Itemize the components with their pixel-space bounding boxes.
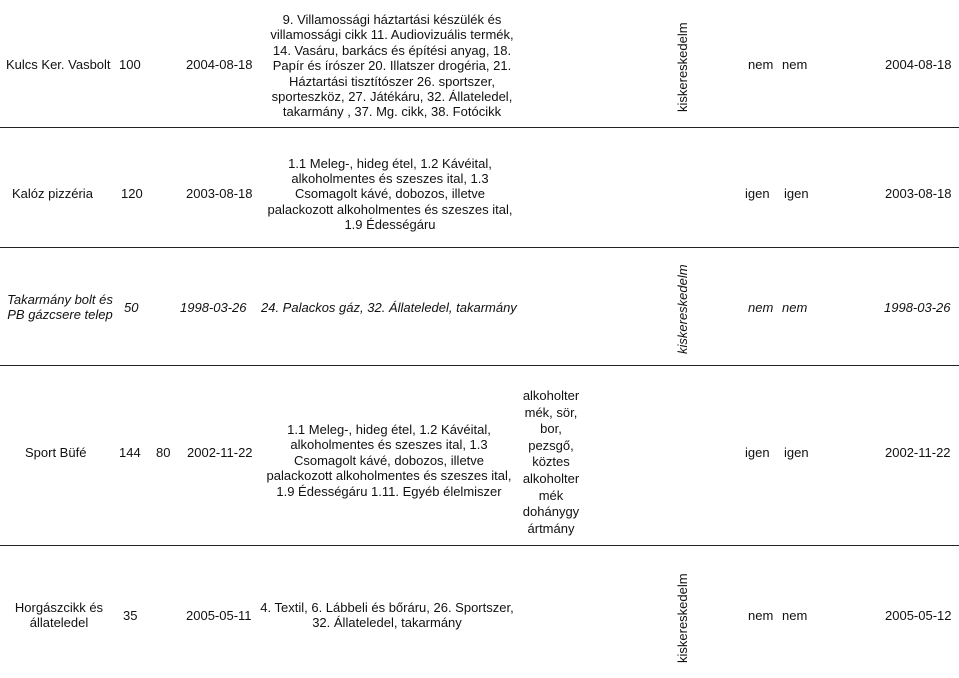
activity-type: kiskereskedelm	[675, 573, 690, 663]
flag-1: igen	[745, 445, 770, 460]
open-date: 1998-03-26	[180, 300, 247, 315]
activity-type: kiskereskedelm	[675, 264, 690, 354]
flag-2: nem	[782, 300, 808, 315]
flag-2: igen	[784, 445, 809, 460]
product-list: 1.1 Meleg-, hideg étel, 1.2 Kávéital, alkoholmentes és szeszes ital, 1.3 Csomagolt kávé, dobozos, illetve palackozott alkoholmentes és szeszes ital, 1.9 Édességáru	[267, 156, 513, 232]
flag-1: nem	[748, 608, 774, 623]
row-divider	[0, 127, 959, 128]
open-date: 2005-05-11	[186, 608, 252, 623]
col-3-value: 80	[156, 445, 171, 460]
flag-2: igen	[784, 186, 809, 201]
shop-area: 120	[121, 186, 143, 201]
product-list: 4. Textil, 6. Lábbeli és bőráru, 26. Sportszer, 32. Állateledel, takarmány	[260, 600, 514, 630]
flag-1: igen	[745, 186, 770, 201]
table-row	[0, 546, 959, 678]
shop-name: Horgászcikk és állateledel	[14, 600, 104, 630]
row-divider	[0, 365, 959, 366]
table-row	[0, 128, 959, 248]
row-divider	[0, 247, 959, 248]
flag-1: nem	[748, 300, 774, 315]
row-divider	[0, 545, 959, 546]
table-row	[0, 0, 959, 128]
shop-name: Sport Büfé	[25, 445, 87, 460]
shop-name: Kulcs Ker. Vasbolt	[6, 57, 111, 72]
shop-name: Kalóz pizzéria	[12, 186, 93, 201]
registration-date: 1998-03-26	[884, 300, 951, 315]
shop-area: 50	[124, 300, 139, 315]
flag-2: nem	[782, 57, 808, 72]
shop-area: 144	[119, 445, 141, 460]
product-list: 9. Villamossági háztartási készülék és villamossági cikk 11. Audiovizuális termék, 14. Vasáru, barkács és építési anyag, 18. Papír és írószer 20. Illatszer drogéria, 21. Háztartási tisztítószer 26. sportszer, sporteszköz, 27. Játékáru, 32. Állateledel, takarmány , 37. Mg. cikk, 38. Fotócikk	[270, 12, 514, 120]
registration-date: 2005-05-12	[885, 608, 952, 623]
table-row	[0, 366, 959, 546]
flag-2: nem	[782, 608, 808, 623]
registration-date: 2004-08-18	[885, 57, 952, 72]
open-date: 2004-08-18	[186, 57, 253, 72]
extra-products: alkoholter mék, sör, bor, pezsgő, köztes alkoholter mék dohánygy ártmány	[522, 388, 580, 536]
product-list: 24. Palackos gáz, 32. Állateledel, takarmány	[261, 300, 517, 315]
registration-date: 2003-08-18	[885, 186, 952, 201]
activity-type: kiskereskedelm	[675, 22, 690, 113]
product-list: 1.1 Meleg-, hideg étel, 1.2 Kávéital, alkoholmentes és szeszes ital, 1.3 Csomagolt kávé, dobozos, illetve palackozott alkoholmentes és szeszes ital, 1.9 Édességáru 1.11. Egyéb élelmiszer	[266, 422, 512, 499]
open-date: 2003-08-18	[186, 186, 253, 201]
shop-area: 35	[123, 608, 138, 623]
shop-name: Takarmány bolt és PB gázcsere telep	[7, 292, 113, 322]
open-date: 2002-11-22	[187, 445, 253, 460]
flag-1: nem	[748, 57, 774, 72]
table-row	[0, 248, 959, 366]
registration-date: 2002-11-22	[885, 445, 951, 460]
shop-area: 100	[119, 57, 141, 72]
